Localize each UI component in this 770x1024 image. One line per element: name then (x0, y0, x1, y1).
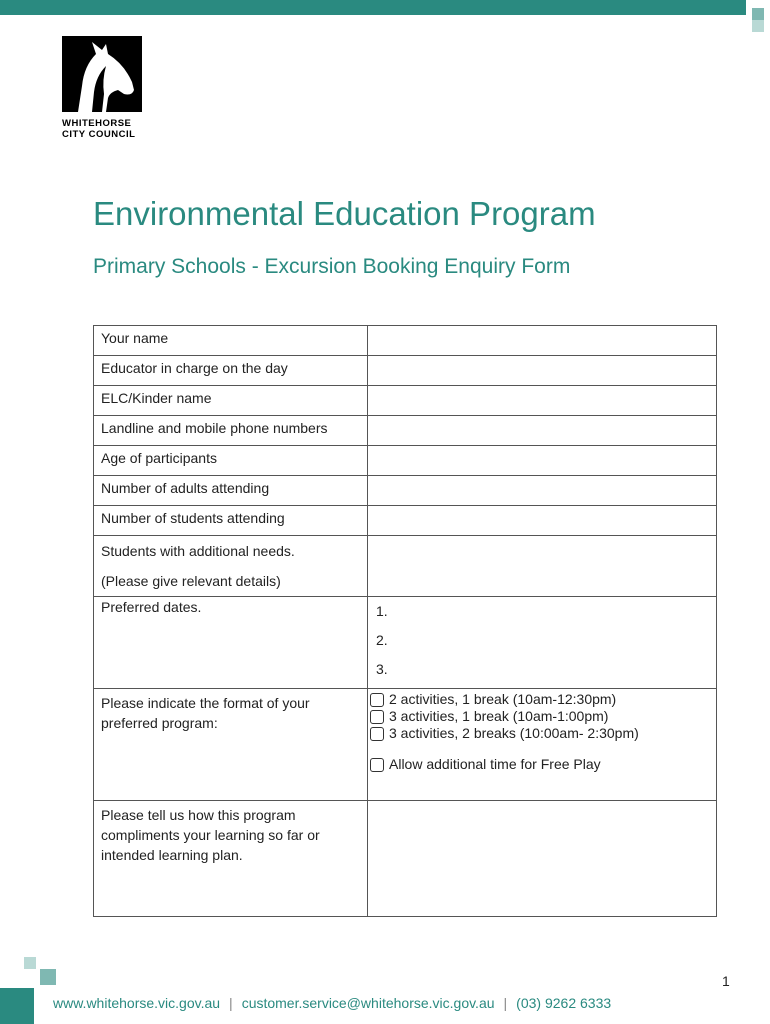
field-label: compliments your learning so far or (101, 827, 320, 843)
option-label: 3 activities, 2 breaks (10:00am- 2:30pm) (389, 725, 639, 741)
form-row (94, 446, 717, 476)
option-label: Allow additional time for Free Play (389, 756, 601, 772)
form-row (94, 326, 717, 356)
field-label: preferred program: (101, 715, 218, 731)
additional-needs-field[interactable] (368, 536, 717, 597)
form-row (94, 416, 717, 446)
email-link[interactable]: customer.service@whitehorse.vic.gov.au (241, 995, 495, 1011)
footer-bar (0, 988, 34, 1024)
preferred-dates-field[interactable] (368, 597, 717, 689)
kinder-name-field[interactable] (368, 386, 717, 416)
page-number: 1 (722, 973, 730, 989)
page-title: Environmental Education Program (93, 195, 596, 232)
format-label (94, 689, 368, 801)
free-play-option[interactable] (370, 756, 709, 773)
field-label-note: (Please give relevant details) (101, 573, 281, 589)
horse-head-icon (62, 36, 142, 112)
form-row (94, 536, 717, 597)
header-bar (0, 0, 746, 15)
field-label: ELC/Kinder name (94, 386, 368, 416)
phone-numbers-field[interactable] (368, 416, 717, 446)
form-row (94, 506, 717, 536)
form-row (94, 356, 717, 386)
enquiry-form-table (93, 325, 717, 917)
field-label: Educator in charge on the day (94, 356, 368, 386)
field-label: Your name (94, 326, 368, 356)
checkbox[interactable] (370, 758, 384, 772)
adults-field[interactable] (368, 476, 717, 506)
date-option-2[interactable]: 2. (376, 632, 388, 648)
council-logo (62, 36, 142, 140)
field-label: Age of participants (94, 446, 368, 476)
option-label: 3 activities, 1 break (10am-1:00pm) (389, 708, 609, 724)
separator: | (503, 995, 508, 1011)
checkbox[interactable] (370, 693, 384, 707)
format-options (368, 689, 717, 801)
format-option-3[interactable] (370, 725, 709, 742)
corner-decoration (746, 0, 770, 34)
field-label: Please tell us how this program (101, 807, 296, 823)
footer-contact (53, 995, 611, 1011)
date-option-1[interactable]: 1. (376, 603, 388, 619)
form-row (94, 476, 717, 506)
field-label: Preferred dates. (94, 597, 368, 689)
learning-label (94, 801, 368, 917)
students-field[interactable] (368, 506, 717, 536)
form-row (94, 689, 717, 801)
format-option-2[interactable] (370, 708, 709, 725)
footer-decoration (18, 955, 58, 991)
learning-field[interactable] (368, 801, 717, 917)
field-label: Please indicate the format of your (101, 695, 310, 711)
field-label: intended learning plan. (101, 847, 243, 863)
logo-line-1: WHITEHORSE (62, 118, 132, 129)
field-label: Students with additional needs. (101, 543, 295, 559)
date-option-3[interactable]: 3. (376, 661, 388, 677)
logo-line-2: CITY COUNCIL (62, 129, 136, 140)
checkbox[interactable] (370, 710, 384, 724)
additional-needs-label (94, 536, 368, 597)
age-field[interactable] (368, 446, 717, 476)
field-label: Number of students attending (94, 506, 368, 536)
format-option-1[interactable] (370, 691, 709, 708)
option-label: 2 activities, 1 break (10am-12:30pm) (389, 691, 617, 707)
educator-field[interactable] (368, 356, 717, 386)
form-row (94, 801, 717, 917)
your-name-field[interactable] (368, 326, 717, 356)
form-row (94, 597, 717, 689)
form-row (94, 386, 717, 416)
field-label: Landline and mobile phone numbers (94, 416, 368, 446)
phone-number: (03) 9262 6333 (516, 995, 612, 1011)
page-subtitle: Primary Schools - Excursion Booking Enquiry Form (93, 255, 571, 278)
checkbox[interactable] (370, 727, 384, 741)
separator: | (229, 995, 233, 1011)
field-label: Number of adults attending (94, 476, 368, 506)
website-link[interactable]: www.whitehorse.vic.gov.au (53, 995, 221, 1011)
